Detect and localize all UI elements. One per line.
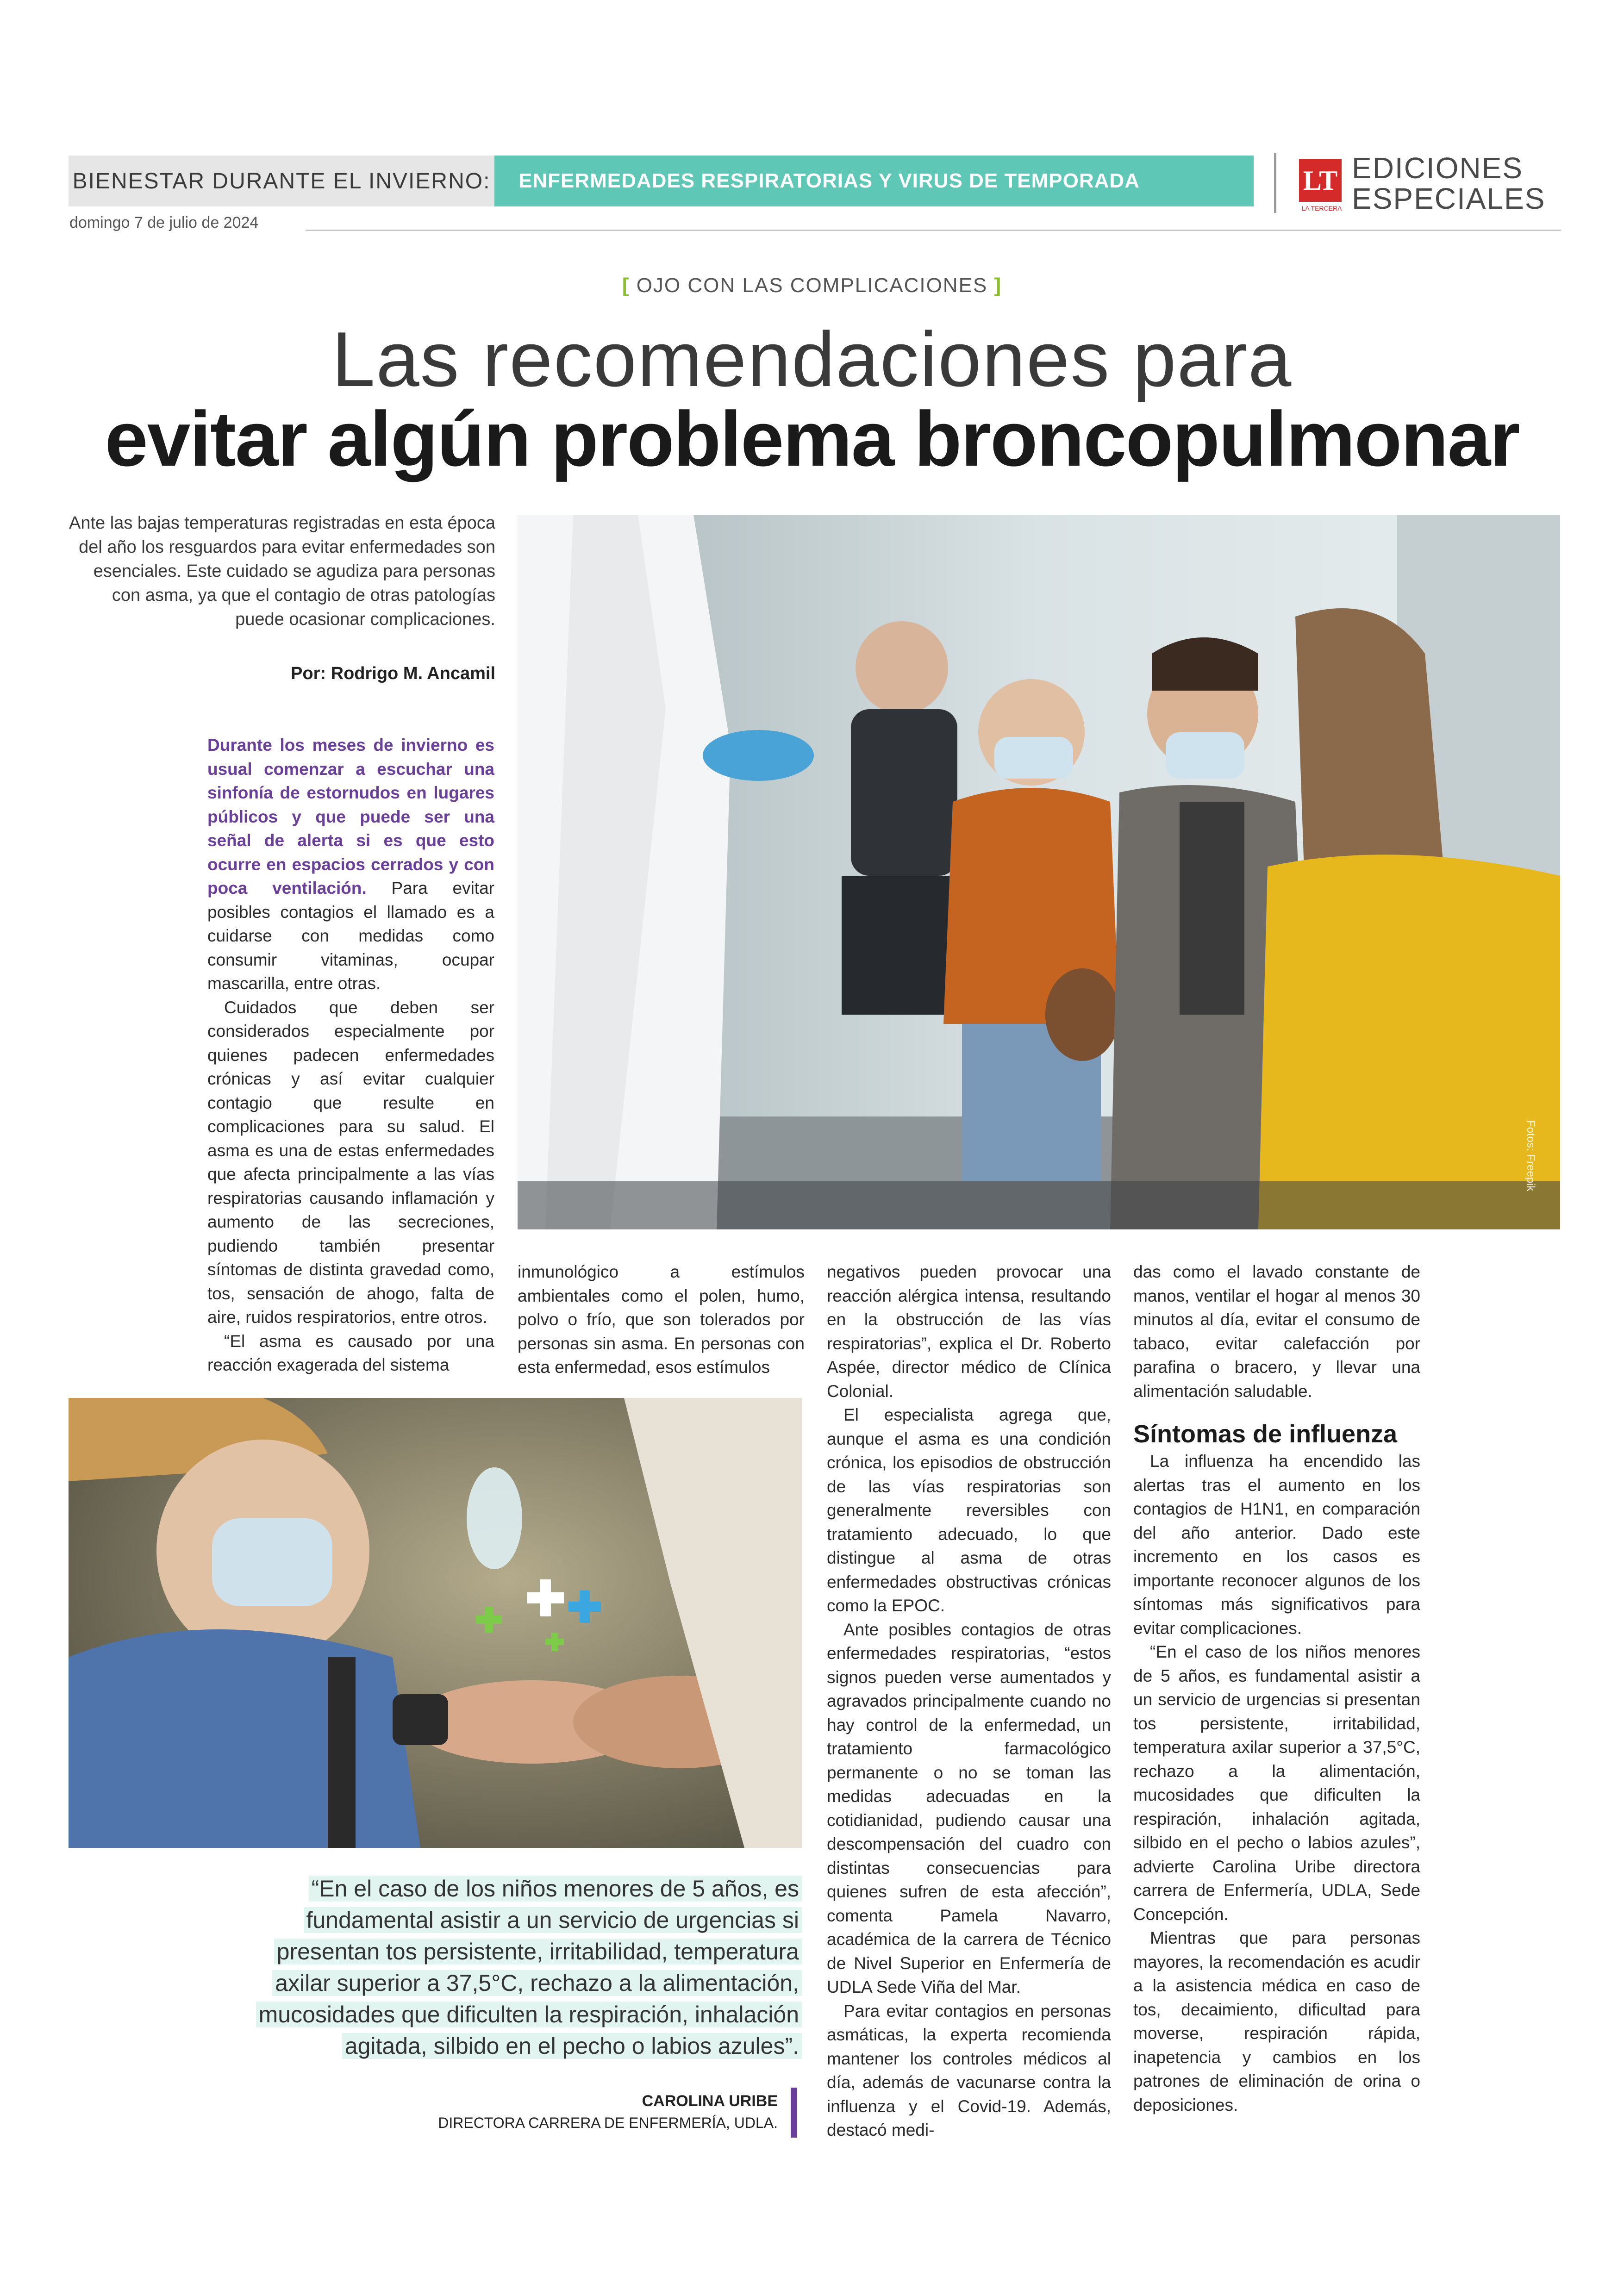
byline: Por: Rodrigo M. Ancamil xyxy=(291,664,495,683)
section-topic-band: ENFERMEDADES RESPIRATORIAS Y VIRUS DE TEMPORADA xyxy=(494,156,1254,206)
brand-line-2: ESPECIALES xyxy=(1352,182,1546,215)
photo-credit: Fotos: Freepik xyxy=(1524,1120,1537,1191)
intro-rest: Para evitar posibles contagios el llamado es a cuidarse con medidas como consumir vitaminas, ocupar mascarilla, entre otras. xyxy=(207,879,494,993)
intro-highlight: Durante los meses de invierno es usual comenzar a escuchar una sinfonía de estornudos en lugares públicos y que puede ser una señal de alerta si es que esto ocurre en espacios cerrados y con poca ventilación. xyxy=(207,736,494,898)
quote-accent-bar xyxy=(791,2088,797,2138)
body-paragraph: Cuidados que deben ser considerados especialmente por quienes padecen enfermedades crónicas y así evitar cualquier contagio que resulte en complicaciones para su salud. El asma es una de estas enfermedades que afecta principalmente a las vías respiratorias causando inflamación y aumento de las secreciones, pudiendo también presentar síntomas de distinta gravedad como, tos, sensación de ahogo, falta de aire, ruidos respiratorios, entre otros. xyxy=(207,998,494,1327)
pull-quote-line: fundamental asistir a un servicio de urgencias si xyxy=(304,1907,802,1933)
body-column-3 xyxy=(827,1260,1111,2142)
body-paragraph: Mientras que para personas mayores, la recomendación es acudir a la asistencia médica en caso de tos, decaimiento, dificultad para moverse, respiración rápida, inapetencia y cambios en los patrones de eliminación de orina o deposiciones. xyxy=(1133,1928,1420,2114)
date-rule xyxy=(306,230,1561,231)
body-paragraph: “El asma es causado por una reacción exagerada del sistema xyxy=(207,1331,494,1374)
pull-quote-line: mucosidades que dificulten la respiración, inhalación xyxy=(256,2002,802,2027)
headline-line-2: evitar algún problema broncopulmonar xyxy=(105,395,1519,482)
body-paragraph: Para evitar contagios en personas asmáticas, la experta recomienda mantener los controles médicos al día, además de vacunarse contra la influenza y el Covid-19. Además, destacó medi- xyxy=(827,2001,1111,2139)
quote-author: CAROLINA URIBE xyxy=(642,2092,778,2110)
body-column-2 xyxy=(518,1260,805,1379)
lt-logo-sub: LA TERCERA xyxy=(1301,205,1342,212)
header-divider xyxy=(1274,153,1276,213)
body-column-1 xyxy=(207,733,494,1377)
body-paragraph xyxy=(207,733,494,996)
subheading-influenza: Síntomas de influenza xyxy=(1133,1420,1398,1448)
pull-quote-line: “En el caso de los niños menores de 5 años, es xyxy=(309,1876,802,1902)
body-column-4 xyxy=(1133,1260,1420,2117)
body-paragraph: La influenza ha encendido las alertas tras el aumento en los contagios de H1N1, en comparación del año anterior. Dado este incremento en los casos es importante reconocer algunos de los síntomas más significativos para evitar complicaciones. xyxy=(1133,1452,1420,1638)
headline-line-1: Las recomendaciones para xyxy=(331,316,1293,403)
kicker-bracket-open: [ xyxy=(622,274,630,297)
body-paragraph: das como el lavado constante de manos, ventilar el hogar al menos 30 minutos al día, evitar el consumo de tabaco, evitar calefacción por parafina o bracero, y llevar una alimentación saludable. xyxy=(1133,1262,1420,1401)
section-label: BIENESTAR DURANTE EL INVIERNO: xyxy=(69,156,494,206)
brand-line-1: EDICIONES xyxy=(1352,151,1524,185)
body-paragraph: negativos pueden provocar una reacción alérgica intensa, resultando en la obstrucción de las vías respiratorias”, explica el Dr. Roberto Aspée, director médico de Clínica Colonial. xyxy=(827,1262,1111,1401)
body-paragraph: inmunológico a estímulos ambientales como el polen, humo, polvo o frío, que son tolerados por personas sin asma. En personas con esta enfermedad, esos estímulos xyxy=(518,1262,805,1377)
body-paragraph: “En el caso de los niños menores de 5 años, es fundamental asistir a un servicio de urgencias si presentan tos persistente, irritabilidad, temperatura axilar superior a 37,5°C, rechazo a la alimentación, mucosidades que dificulten la respiración, inhalación agitada, silbido en el pecho o labios azules”, advierte Carolina Uribe directora carrera de Enfermería, UDLA, Sede Concepción. xyxy=(1133,1642,1420,1924)
publication-date: domingo 7 de julio de 2024 xyxy=(69,214,259,231)
article-lead: Ante las bajas temperaturas registradas en esta época del año los resguardos para evitar enfermedades son esenciales. Este cuidado se agudiza para personas con asma, ya que el contagio de otras patologías puede ocasionar complicaciones. xyxy=(69,513,495,629)
kicker xyxy=(0,274,1624,297)
hand-sanitizer-photo xyxy=(69,1398,802,1848)
lt-logo: LT xyxy=(1299,159,1342,202)
body-paragraph: El especialista agrega que, aunque el asma es una condición crónica, los episodios de obstrucción de las vías respiratorias son generalmente reversibles con tratamiento adecuado, lo que distingue al asma de otras enfermedades obstructivas crónicas como la EPOC. xyxy=(827,1405,1111,1615)
pull-quote-line: axilar superior a 37,5°C, rechazo a la alimentación, xyxy=(272,1970,802,1996)
body-paragraph: Ante posibles contagios de otras enfermedades respiratorias, “estos signos pueden verse aumentados y agravados principalmente cuando no hay control de la enfermedad, un tratamiento farmacológico permanente o no se toman las medidas adecuadas en la cotidianidad, pudiendo causar una descompensación del cuadro con distintas consecuencias para quienes sufren de esta afección”, comenta Pamela Navarro, académica de la carrera de Técnico de Nivel Superior en Enfermería de UDLA Sede Viña del Mar. xyxy=(827,1620,1111,1996)
kicker-text: OJO CON LAS COMPLICACIONES xyxy=(636,274,988,297)
pull-quote-line: agitada, silbido en el pecho o labios azules”. xyxy=(342,2033,802,2059)
quote-author-role: DIRECTORA CARRERA DE ENFERMERÍA, UDLA. xyxy=(438,2114,778,2131)
clinic-waiting-room-photo xyxy=(518,515,1560,1229)
kicker-bracket-close: ] xyxy=(994,274,1002,297)
brand-name xyxy=(1352,153,1545,214)
pull-quote xyxy=(69,1873,802,2062)
pull-quote-line: presentan tos persistente, irritabilidad, temperatura xyxy=(274,1939,802,1964)
